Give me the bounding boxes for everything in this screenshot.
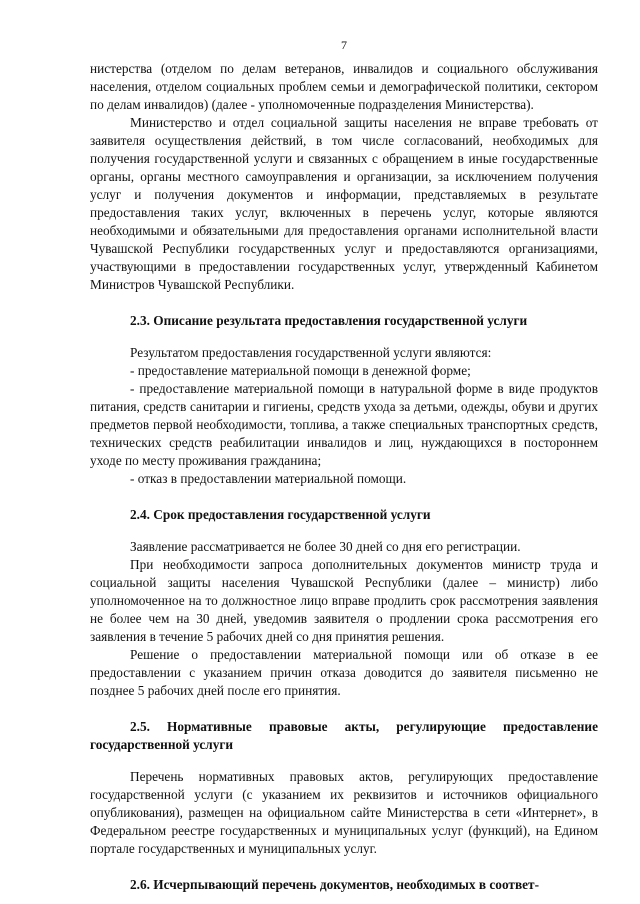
section-heading-2-5: 2.5. Нормативные правовые акты, регулирующие предоставление государственной услуги bbox=[90, 719, 598, 752]
section-heading-2-3: 2.3. Описание результата предоставления государственной услуги bbox=[130, 313, 528, 328]
page-number: 7 bbox=[341, 38, 347, 52]
result-item-money: - предоставление материальной помощи в денежной форме; bbox=[130, 363, 471, 378]
result-item-refusal: - отказ в предоставлении материальной помощи. bbox=[130, 471, 407, 486]
section-2-5-paragraph-1: Перечень нормативных правовых актов, регулирующих предоставление государственной услуги (с указанием их реквизитов и источников официального опубликования), размещен на официальном сайте Министерства в сети «Интернет», в Федеральном реестре государственных и муниципальных услуг (функций), на Едином портале государственных и муниципальных услуг. bbox=[90, 769, 598, 856]
paragraph-ministry-restrictions: Министерство и отдел социальной защиты населения не вправе требовать от заявителя осуществления действий, в том числе согласований, необходимых для получения государственной услуги и связанных с обращением в иные государственные органы, органы местного самоуправления и организации, за исключением получения услуг и получения документов и информации, представляемых в результате предоставления таких услуг, включенных в перечень услуг, которые являются необходимыми и обязательными для предоставления органами исполнительной власти Чувашской Республики государственных услуг и предоставляются организациями, участвующими в предоставлении государственных услуг, утвержденный Кабинетом Министров Чувашской Республики. bbox=[90, 115, 598, 292]
section-2-3-intro: Результатом предоставления государственной услуги являются: bbox=[130, 345, 492, 360]
section-2-4-paragraph-3: Решение о предоставлении материальной помощи или об отказе в ее предоставлении с указанием причин отказа доводится до заявителя письменно не позднее 5 рабочих дней после его принятия. bbox=[90, 647, 598, 698]
section-heading-2-6: 2.6. Исчерпывающий перечень документов, необходимых в соответ- bbox=[130, 877, 540, 892]
section-heading-2-4: 2.4. Срок предоставления государственной услуги bbox=[130, 507, 431, 522]
section-2-4-paragraph-1: Заявление рассматривается не более 30 дней со дня его регистрации. bbox=[130, 539, 521, 554]
document-page bbox=[90, 38, 598, 898]
result-item-in-kind: - предоставление материальной помощи в натуральной форме в виде продуктов питания, средств санитарии и гигиены, средств ухода за детьми, одежды, обуви и других предметов первой необходимости, топлива, а также специальных транспортных средств, технических средств реабилитации инвалидов и лиц, нуждающихся в постороннем уходе по месту проживания гражданина; bbox=[90, 381, 598, 468]
paragraph-continuation: нистерства (отделом по делам ветеранов, инвалидов и социального обслуживания населения, отделом социальных проблем семьи и демографической политики, сектором по делам инвалидов) (далее - уполномоченные подразделения Министерства). bbox=[90, 61, 598, 112]
section-2-4-paragraph-2: При необходимости запроса дополнительных документов министр труда и социальной защиты населения Чувашской Республики (далее – министр) либо уполномоченное на то должностное лицо вправе продлить срок рассмотрения заявления не более чем на 30 дней, уведомив заявителя о продлении срока рассмотрения его заявления в течение 5 рабочих дней со дня принятия решения. bbox=[90, 557, 598, 644]
